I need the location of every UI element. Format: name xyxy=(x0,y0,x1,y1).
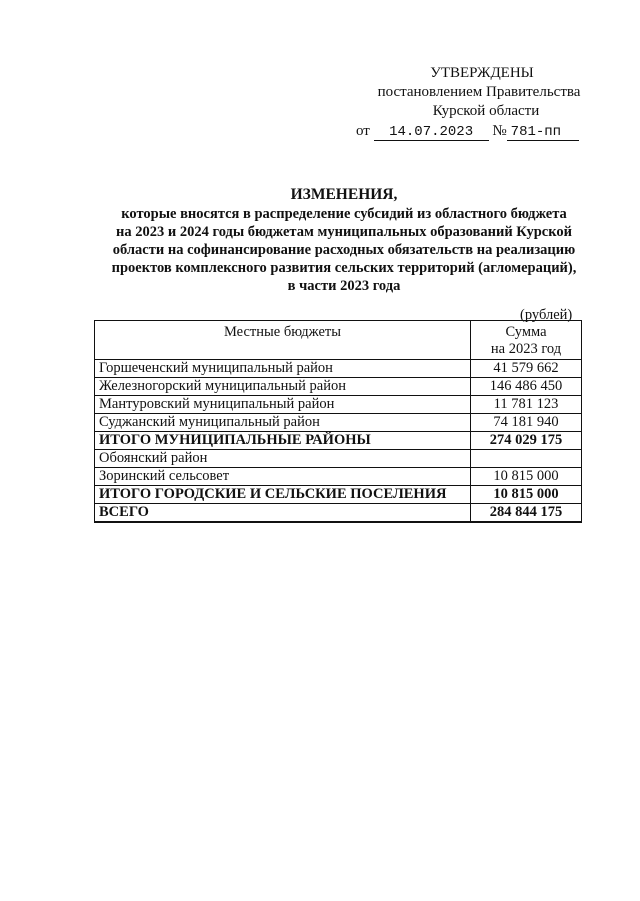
table-row xyxy=(95,378,582,396)
row-amount: 11 781 123 xyxy=(471,396,582,414)
approved-by-resolution: постановлением Правительства xyxy=(377,84,581,100)
title-heading: ИЗМЕНЕНИЯ, xyxy=(290,186,398,203)
row-name: Зоринский сельсовет xyxy=(95,468,471,486)
table-row xyxy=(95,450,582,468)
table-row xyxy=(95,396,582,414)
column-header-amount xyxy=(471,321,582,360)
title-line: проектов комплексного развития сельских территорий (агломераций), xyxy=(111,260,577,276)
row-amount xyxy=(471,450,582,468)
table-row xyxy=(95,468,582,486)
row-name: Суджанский муниципальный район xyxy=(95,414,471,432)
row-amount: 10 815 000 xyxy=(471,468,582,486)
resolution-date: 14.07.2023 xyxy=(374,124,489,141)
row-name: Железногорский муниципальный район xyxy=(95,378,471,396)
title-line: области на софинансирование расходных обязательств на реализацию xyxy=(112,242,576,258)
row-name: ВСЕГО xyxy=(95,504,471,523)
subtotal-row xyxy=(95,486,582,504)
title-line: в части 2023 года xyxy=(287,278,401,294)
table-row xyxy=(95,360,582,378)
row-name: Горшеченский муниципальный район xyxy=(95,360,471,378)
row-amount: 284 844 175 xyxy=(471,504,582,523)
resolution-date-number xyxy=(340,122,590,141)
document-title xyxy=(94,186,594,295)
row-amount: 146 486 450 xyxy=(471,378,582,396)
subsidy-table xyxy=(94,320,582,523)
title-line: на 2023 и 2024 годы бюджетам муниципальных образований Курской xyxy=(116,224,572,240)
table-row xyxy=(95,414,582,432)
row-amount: 274 029 175 xyxy=(471,432,582,450)
column-header-amount-line1: Сумма xyxy=(505,324,547,340)
row-amount: 10 815 000 xyxy=(471,486,582,504)
total-row xyxy=(95,504,582,523)
number-prefix: № xyxy=(492,123,507,139)
column-header-amount-line2: на 2023 год xyxy=(490,341,562,357)
row-name: Обоянский район xyxy=(95,450,471,468)
approved-by-authority: Курской области xyxy=(432,103,540,119)
currency-unit: (рублей) xyxy=(520,307,573,323)
date-prefix: от xyxy=(356,123,370,139)
subtotal-row xyxy=(95,432,582,450)
resolution-number: 781-пп xyxy=(507,124,579,141)
approval-stamp xyxy=(340,64,590,141)
row-name: Мантуровский муниципальный район xyxy=(95,396,471,414)
table-header-row xyxy=(95,321,582,360)
title-line: которые вносятся в распределение субсидий из областного бюджета xyxy=(121,206,567,222)
row-amount: 41 579 662 xyxy=(471,360,582,378)
row-amount: 74 181 940 xyxy=(471,414,582,432)
row-name: ИТОГО ГОРОДСКИЕ И СЕЛЬСКИЕ ПОСЕЛЕНИЯ xyxy=(95,486,471,504)
row-name: ИТОГО МУНИЦИПАЛЬНЫЕ РАЙОНЫ xyxy=(95,432,471,450)
column-header-budgets: Местные бюджеты xyxy=(95,321,471,360)
approved-label: УТВЕРЖДЕНЫ xyxy=(430,65,534,81)
